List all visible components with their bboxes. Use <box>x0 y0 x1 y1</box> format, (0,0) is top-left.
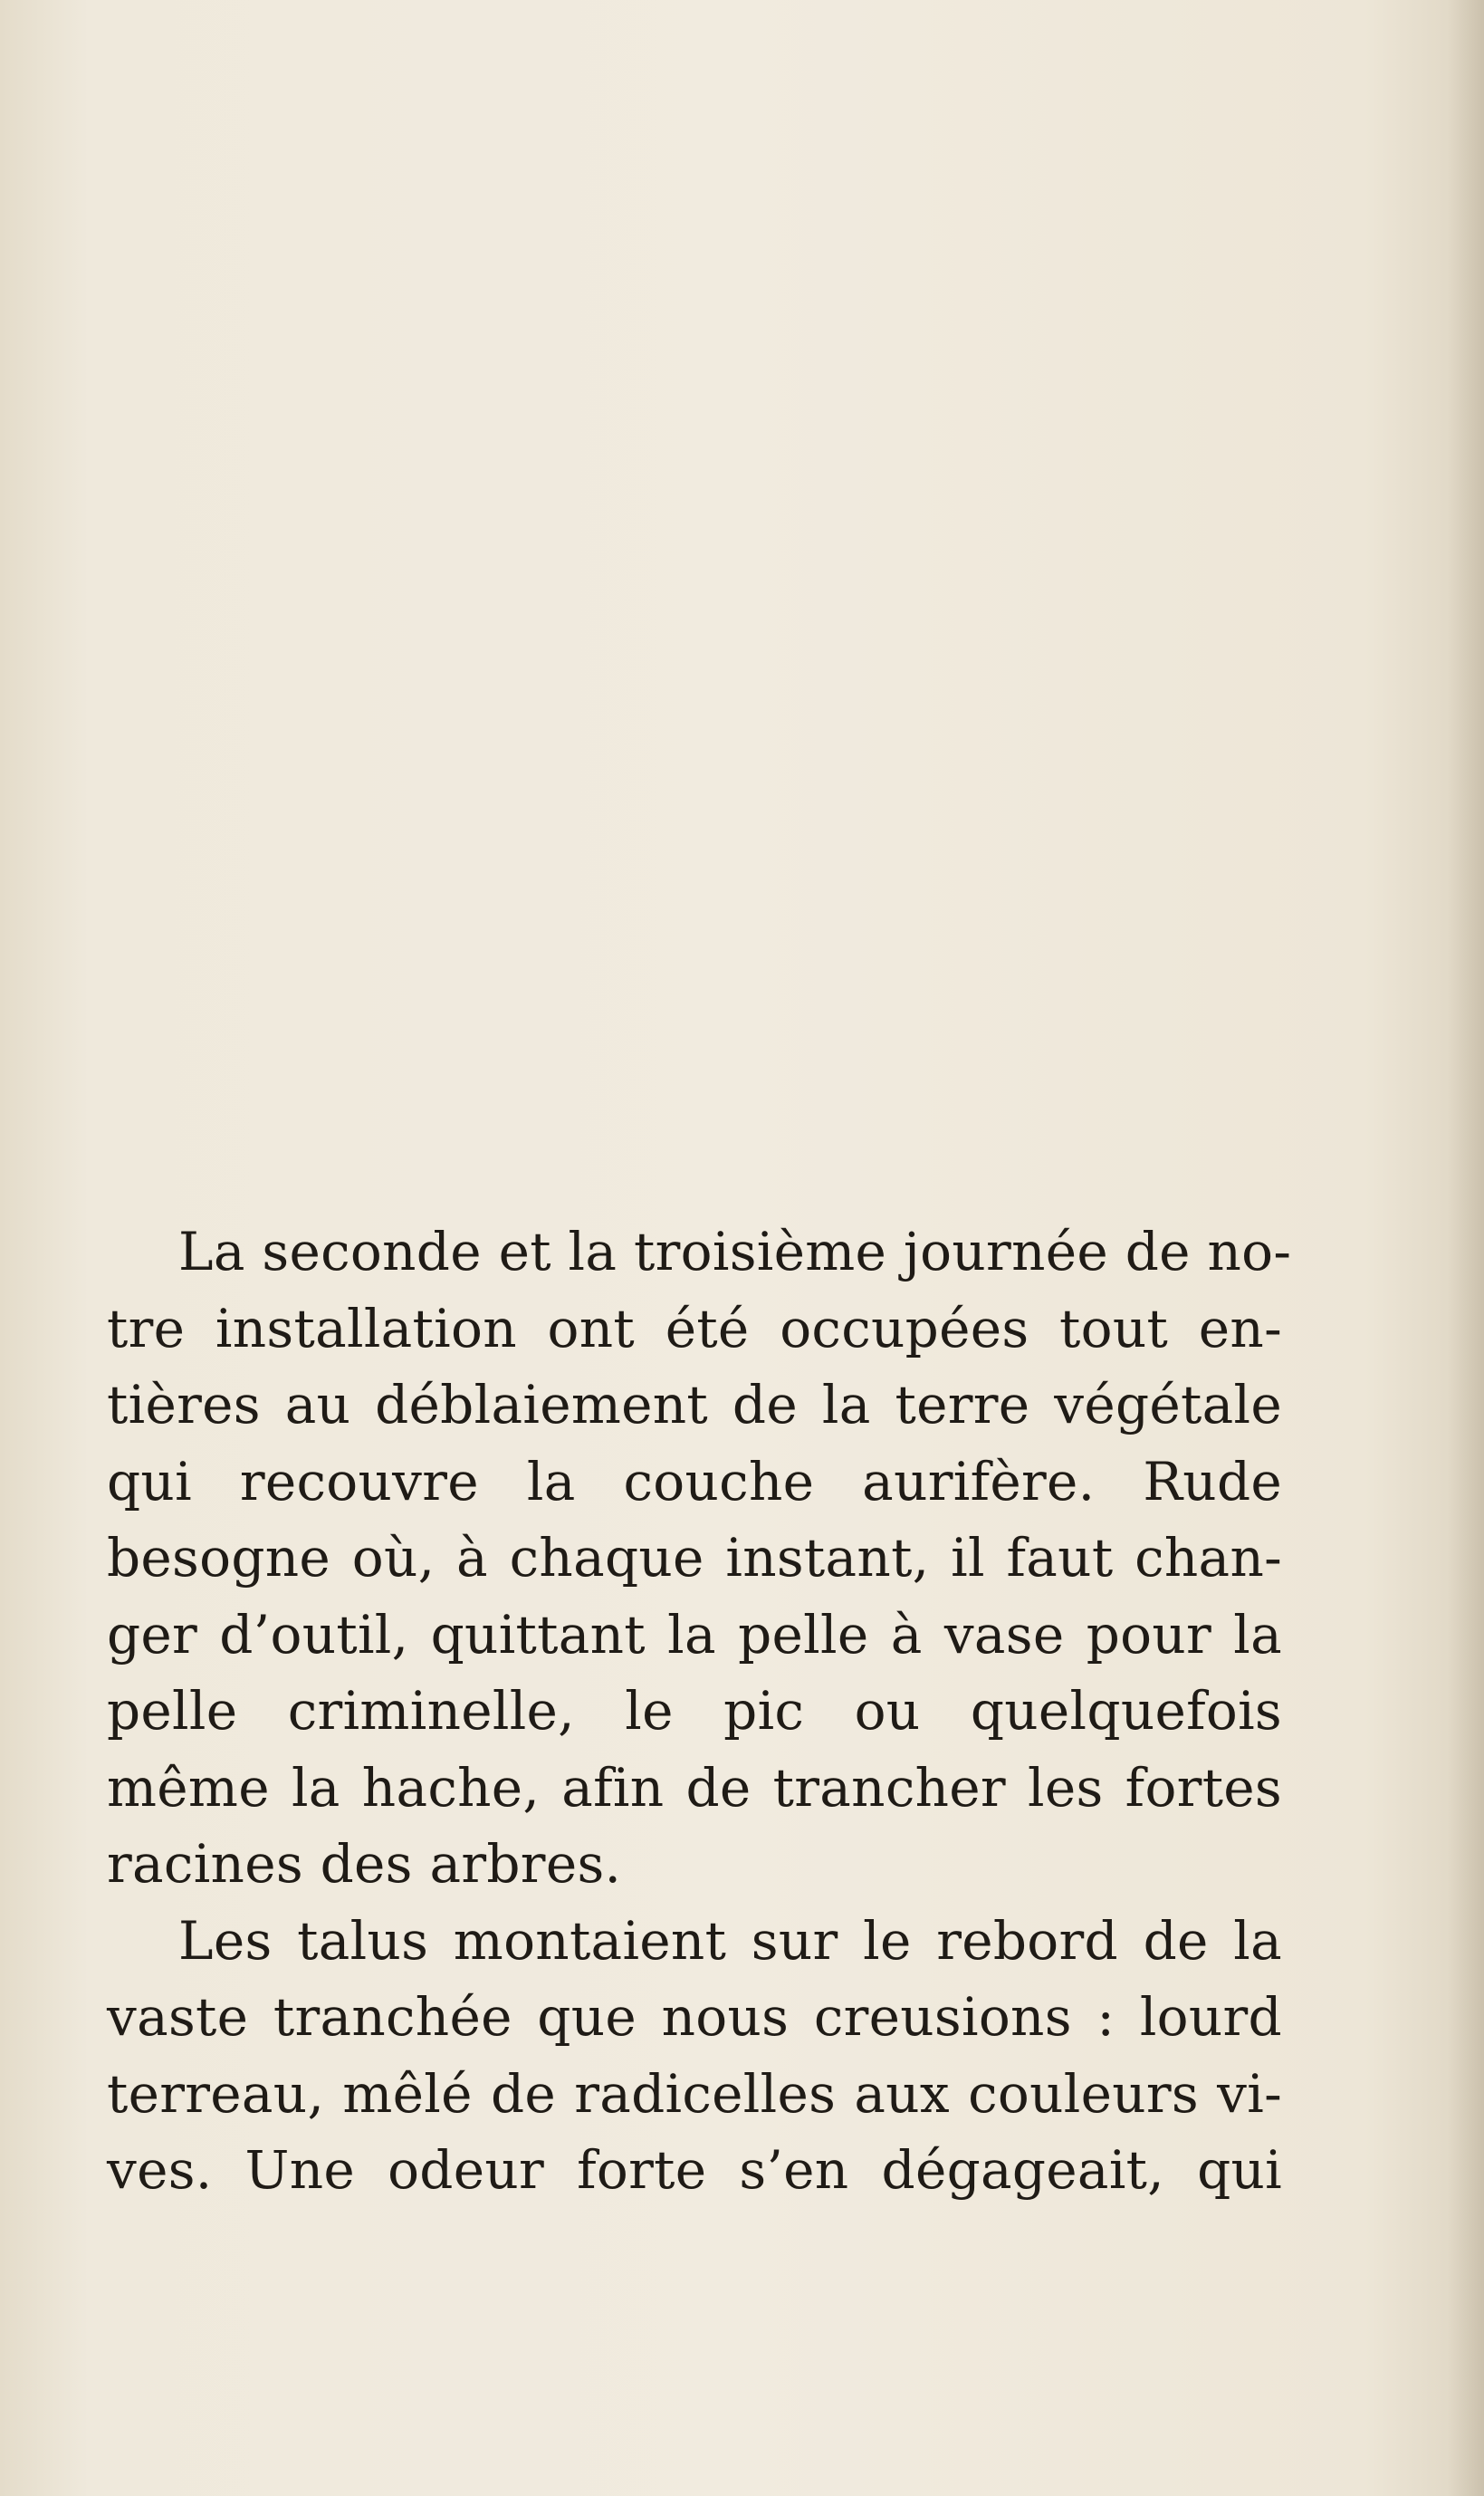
text-line: tières au déblaiement de la terre végétale <box>107 1374 1282 1435</box>
text-line: vaste tranchée que nous creusions : lourd <box>107 1986 1282 2048</box>
text-line: qui recouvre la couche aurifère. Rude <box>107 1450 1282 1512</box>
text-line: même la hache, afin de trancher les fortes <box>107 1756 1282 1819</box>
page-edge-shadow <box>1448 0 1484 2496</box>
text-line: terreau, mêlé de radicelles aux couleurs vi- <box>107 2062 1282 2125</box>
text-line: besogne où, à chaque instant, il faut chan- <box>107 1527 1282 1589</box>
text-line: La seconde et la troisième journée de no- <box>178 1221 1292 1282</box>
text-line: racines des arbres. <box>107 1833 622 1895</box>
text-line: ves. Une odeur forte s’en dégageait, qui <box>107 2139 1282 2201</box>
body-text <box>107 1214 1292 2209</box>
text-line: pelle criminelle, le pic ou quelquefois <box>107 1680 1282 1742</box>
text-line: Les talus montaient sur le rebord de la <box>178 1909 1282 1972</box>
text-line: ger d’outil, quittant la pelle à vase pour la <box>107 1603 1282 1666</box>
text-line: tre installation ont été occupées tout en- <box>107 1297 1282 1359</box>
paragraph-1 <box>107 1214 1292 1903</box>
paragraph-2 <box>107 1903 1282 2209</box>
